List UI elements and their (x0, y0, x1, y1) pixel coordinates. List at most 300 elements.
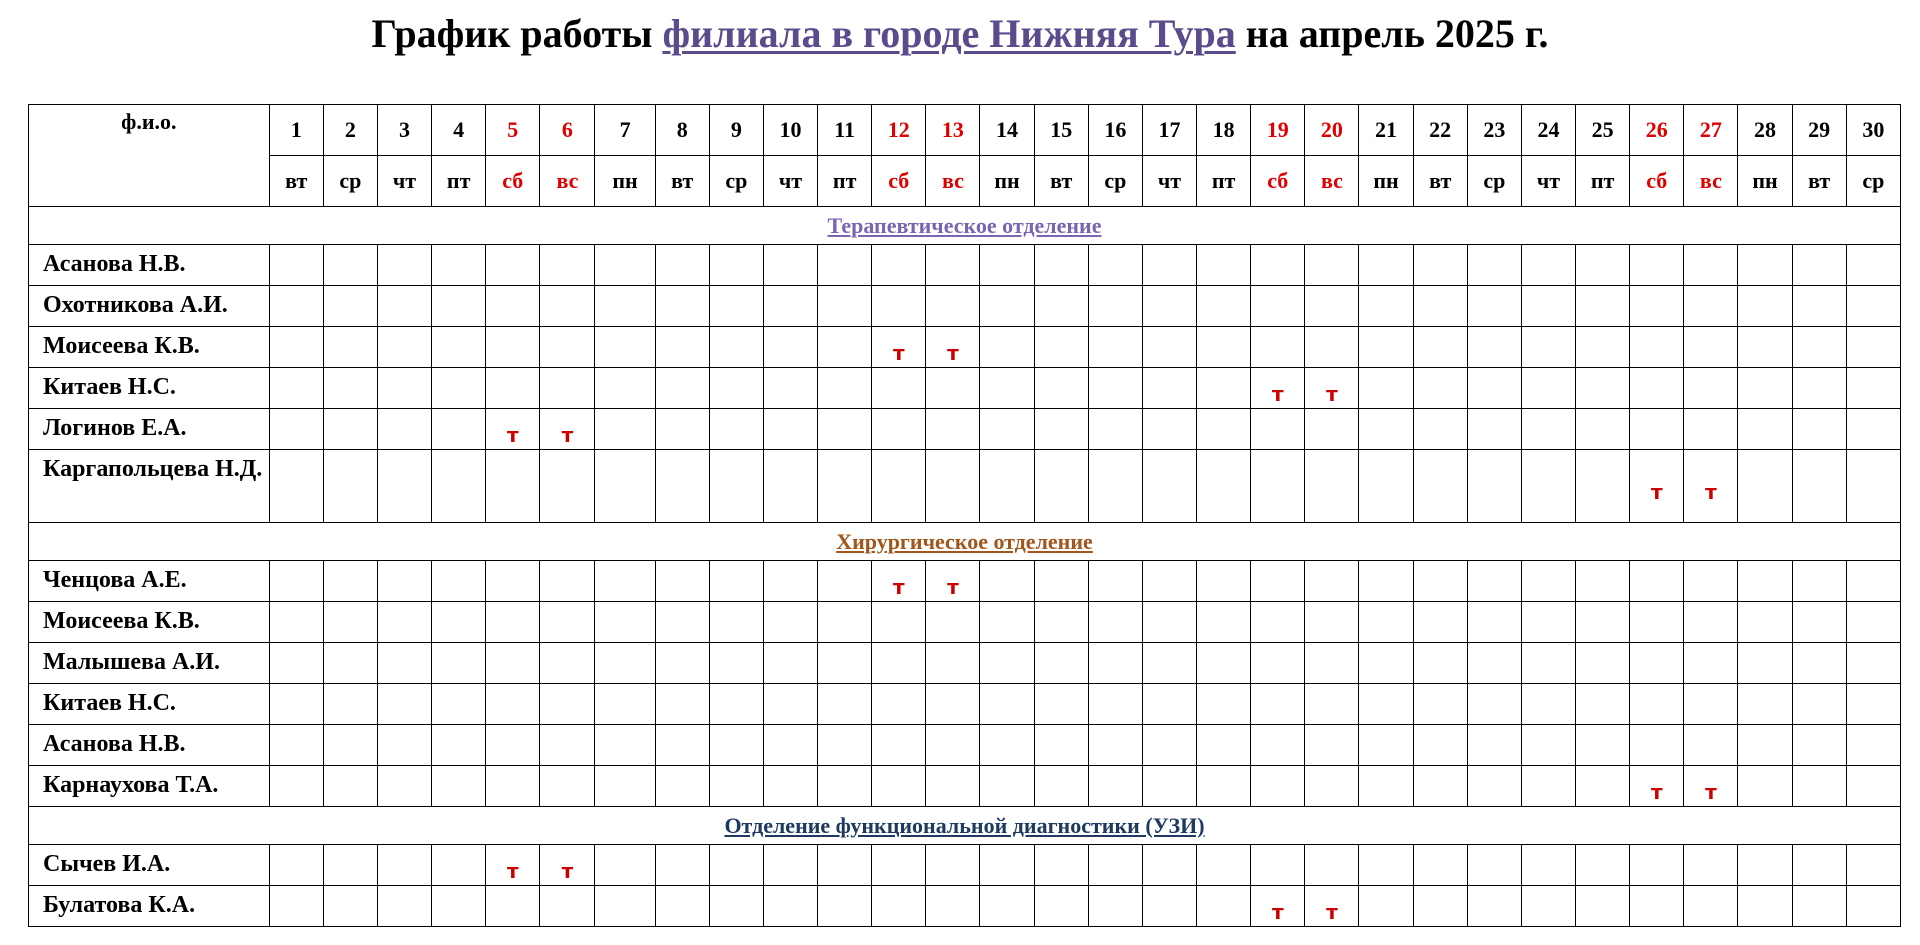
schedule-cell[interactable] (1034, 845, 1088, 886)
schedule-cell[interactable] (1034, 368, 1088, 409)
schedule-cell[interactable] (1846, 725, 1900, 766)
schedule-cell[interactable] (269, 684, 323, 725)
schedule-cell[interactable] (1738, 643, 1792, 684)
schedule-cell[interactable] (1684, 643, 1738, 684)
schedule-cell[interactable] (763, 368, 817, 409)
schedule-cell[interactable] (1034, 725, 1088, 766)
schedule-cell[interactable] (1142, 684, 1196, 725)
schedule-cell[interactable] (269, 286, 323, 327)
schedule-cell[interactable] (1792, 245, 1846, 286)
schedule-cell[interactable] (1413, 886, 1467, 927)
schedule-cell[interactable] (432, 368, 486, 409)
schedule-cell[interactable] (926, 602, 980, 643)
schedule-cell[interactable] (1413, 602, 1467, 643)
schedule-cell[interactable] (595, 286, 655, 327)
schedule-cell[interactable] (1305, 327, 1359, 368)
schedule-cell[interactable] (377, 327, 431, 368)
schedule-cell[interactable] (1142, 286, 1196, 327)
schedule-cell[interactable] (1251, 409, 1305, 450)
schedule-cell[interactable] (655, 725, 709, 766)
schedule-cell[interactable] (926, 409, 980, 450)
schedule-cell[interactable] (1684, 368, 1738, 409)
schedule-cell[interactable] (1467, 684, 1521, 725)
schedule-cell[interactable] (1251, 327, 1305, 368)
schedule-cell[interactable] (377, 286, 431, 327)
schedule-cell[interactable] (1521, 450, 1575, 523)
schedule-cell[interactable] (1034, 561, 1088, 602)
schedule-cell[interactable] (1684, 450, 1738, 523)
schedule-cell[interactable] (269, 368, 323, 409)
schedule-cell[interactable] (818, 245, 872, 286)
schedule-cell[interactable] (1088, 643, 1142, 684)
schedule-cell[interactable] (655, 602, 709, 643)
schedule-cell[interactable] (655, 450, 709, 523)
schedule-cell[interactable] (1792, 409, 1846, 450)
schedule-cell[interactable] (1359, 684, 1413, 725)
schedule-cell[interactable] (1413, 327, 1467, 368)
schedule-cell[interactable] (486, 725, 540, 766)
schedule-cell[interactable] (1521, 766, 1575, 807)
schedule-cell[interactable] (540, 766, 595, 807)
schedule-cell[interactable] (1576, 561, 1630, 602)
schedule-cell[interactable] (1413, 368, 1467, 409)
schedule-cell[interactable] (1846, 643, 1900, 684)
schedule-cell[interactable] (269, 450, 323, 523)
schedule-cell[interactable] (377, 886, 431, 927)
schedule-cell[interactable] (1142, 409, 1196, 450)
schedule-cell[interactable] (1792, 450, 1846, 523)
schedule-cell[interactable] (1738, 368, 1792, 409)
schedule-cell[interactable] (872, 643, 926, 684)
schedule-cell[interactable] (1792, 845, 1846, 886)
schedule-cell[interactable] (1142, 245, 1196, 286)
schedule-cell[interactable] (1359, 602, 1413, 643)
schedule-cell[interactable] (1359, 368, 1413, 409)
schedule-cell[interactable] (486, 245, 540, 286)
schedule-cell[interactable] (269, 725, 323, 766)
schedule-cell[interactable] (1576, 725, 1630, 766)
schedule-cell[interactable] (1738, 602, 1792, 643)
schedule-cell[interactable] (1251, 684, 1305, 725)
schedule-cell[interactable] (980, 450, 1034, 523)
schedule-cell[interactable] (269, 561, 323, 602)
schedule-cell[interactable] (763, 766, 817, 807)
schedule-cell[interactable] (818, 684, 872, 725)
schedule-cell[interactable] (1846, 327, 1900, 368)
schedule-cell[interactable] (980, 643, 1034, 684)
schedule-cell[interactable] (872, 368, 926, 409)
schedule-cell[interactable] (1305, 643, 1359, 684)
schedule-cell[interactable] (540, 561, 595, 602)
schedule-cell[interactable] (486, 684, 540, 725)
schedule-cell[interactable] (1467, 602, 1521, 643)
schedule-cell[interactable] (1792, 684, 1846, 725)
schedule-cell[interactable] (1088, 409, 1142, 450)
schedule-cell[interactable] (377, 766, 431, 807)
schedule-cell[interactable] (1034, 245, 1088, 286)
schedule-cell[interactable] (377, 643, 431, 684)
schedule-cell[interactable] (1088, 286, 1142, 327)
schedule-cell[interactable] (1738, 561, 1792, 602)
schedule-cell[interactable] (1684, 327, 1738, 368)
schedule-cell[interactable] (1521, 286, 1575, 327)
schedule-cell[interactable] (1251, 286, 1305, 327)
schedule-cell[interactable] (432, 450, 486, 523)
schedule-cell[interactable] (1521, 886, 1575, 927)
schedule-cell[interactable] (486, 886, 540, 927)
schedule-cell[interactable] (377, 561, 431, 602)
schedule-cell[interactable] (323, 766, 377, 807)
schedule-cell[interactable] (1142, 450, 1196, 523)
schedule-cell[interactable] (1684, 766, 1738, 807)
schedule-cell[interactable] (1792, 886, 1846, 927)
schedule-cell[interactable] (540, 286, 595, 327)
schedule-cell[interactable] (926, 684, 980, 725)
schedule-cell[interactable] (763, 684, 817, 725)
schedule-cell[interactable] (926, 450, 980, 523)
schedule-cell[interactable] (1630, 845, 1684, 886)
schedule-cell[interactable] (926, 286, 980, 327)
schedule-cell[interactable] (1413, 725, 1467, 766)
schedule-cell[interactable] (540, 684, 595, 725)
schedule-cell[interactable] (1142, 561, 1196, 602)
schedule-cell[interactable] (655, 368, 709, 409)
schedule-cell[interactable] (818, 886, 872, 927)
schedule-cell[interactable] (595, 886, 655, 927)
schedule-cell[interactable] (1576, 602, 1630, 643)
schedule-cell[interactable] (709, 327, 763, 368)
schedule-cell[interactable] (1576, 245, 1630, 286)
schedule-cell[interactable] (655, 286, 709, 327)
schedule-cell[interactable] (1521, 643, 1575, 684)
schedule-cell[interactable] (709, 684, 763, 725)
schedule-cell[interactable] (323, 450, 377, 523)
schedule-cell[interactable] (1684, 684, 1738, 725)
schedule-cell[interactable] (1684, 602, 1738, 643)
schedule-cell[interactable] (1630, 450, 1684, 523)
schedule-cell[interactable] (1846, 368, 1900, 409)
schedule-cell[interactable] (486, 561, 540, 602)
schedule-cell[interactable] (432, 327, 486, 368)
schedule-cell[interactable] (1305, 368, 1359, 409)
schedule-cell[interactable] (595, 245, 655, 286)
schedule-cell[interactable] (1792, 286, 1846, 327)
schedule-cell[interactable] (540, 368, 595, 409)
schedule-cell[interactable] (709, 643, 763, 684)
schedule-cell[interactable] (1197, 245, 1251, 286)
schedule-cell[interactable] (1034, 684, 1088, 725)
schedule-cell[interactable] (432, 845, 486, 886)
schedule-cell[interactable] (872, 450, 926, 523)
schedule-cell[interactable] (980, 327, 1034, 368)
schedule-cell[interactable] (1576, 286, 1630, 327)
schedule-cell[interactable] (1738, 327, 1792, 368)
schedule-cell[interactable] (1630, 684, 1684, 725)
schedule-cell[interactable] (323, 643, 377, 684)
schedule-cell[interactable] (818, 409, 872, 450)
schedule-cell[interactable] (709, 725, 763, 766)
schedule-cell[interactable] (980, 602, 1034, 643)
schedule-cell[interactable] (1792, 725, 1846, 766)
schedule-cell[interactable] (1413, 286, 1467, 327)
schedule-cell[interactable] (595, 725, 655, 766)
schedule-cell[interactable] (818, 766, 872, 807)
schedule-cell[interactable] (1467, 845, 1521, 886)
schedule-cell[interactable] (1630, 327, 1684, 368)
schedule-cell[interactable] (818, 286, 872, 327)
schedule-cell[interactable] (323, 561, 377, 602)
schedule-cell[interactable] (1521, 327, 1575, 368)
schedule-cell[interactable] (1034, 327, 1088, 368)
schedule-cell[interactable] (1197, 561, 1251, 602)
schedule-cell[interactable] (377, 602, 431, 643)
schedule-cell[interactable] (763, 886, 817, 927)
schedule-cell[interactable] (1792, 327, 1846, 368)
schedule-cell[interactable] (540, 245, 595, 286)
schedule-cell[interactable] (1738, 450, 1792, 523)
schedule-cell[interactable] (1467, 450, 1521, 523)
schedule-cell[interactable] (926, 845, 980, 886)
schedule-cell[interactable] (872, 684, 926, 725)
schedule-cell[interactable] (1576, 766, 1630, 807)
schedule-cell[interactable] (269, 886, 323, 927)
schedule-cell[interactable] (1034, 602, 1088, 643)
schedule-cell[interactable] (872, 886, 926, 927)
schedule-cell[interactable] (1413, 409, 1467, 450)
schedule-cell[interactable] (486, 286, 540, 327)
schedule-cell[interactable] (655, 327, 709, 368)
schedule-cell[interactable] (1197, 602, 1251, 643)
schedule-cell[interactable] (1197, 286, 1251, 327)
schedule-cell[interactable] (323, 327, 377, 368)
schedule-cell[interactable] (1521, 245, 1575, 286)
schedule-cell[interactable] (1034, 643, 1088, 684)
schedule-cell[interactable] (1576, 643, 1630, 684)
schedule-cell[interactable] (763, 643, 817, 684)
schedule-cell[interactable] (763, 245, 817, 286)
schedule-cell[interactable] (1305, 602, 1359, 643)
schedule-cell[interactable] (1359, 766, 1413, 807)
schedule-cell[interactable] (1738, 684, 1792, 725)
schedule-cell[interactable] (1738, 845, 1792, 886)
schedule-cell[interactable] (1576, 327, 1630, 368)
schedule-cell[interactable] (1034, 450, 1088, 523)
schedule-cell[interactable] (1846, 561, 1900, 602)
schedule-cell[interactable] (1413, 561, 1467, 602)
schedule-cell[interactable] (818, 845, 872, 886)
schedule-cell[interactable] (1142, 886, 1196, 927)
schedule-cell[interactable] (763, 602, 817, 643)
schedule-cell[interactable] (1359, 450, 1413, 523)
schedule-cell[interactable] (1684, 845, 1738, 886)
schedule-cell[interactable] (1521, 725, 1575, 766)
schedule-cell[interactable] (1305, 886, 1359, 927)
schedule-cell[interactable] (980, 409, 1034, 450)
schedule-cell[interactable] (1576, 845, 1630, 886)
schedule-cell[interactable] (709, 561, 763, 602)
schedule-cell[interactable] (1792, 602, 1846, 643)
schedule-cell[interactable] (540, 409, 595, 450)
schedule-cell[interactable] (1088, 561, 1142, 602)
schedule-cell[interactable] (486, 845, 540, 886)
schedule-cell[interactable] (1305, 684, 1359, 725)
schedule-cell[interactable] (432, 643, 486, 684)
schedule-cell[interactable] (323, 602, 377, 643)
schedule-cell[interactable] (595, 561, 655, 602)
schedule-cell[interactable] (595, 450, 655, 523)
schedule-cell[interactable] (486, 766, 540, 807)
schedule-cell[interactable] (1251, 643, 1305, 684)
schedule-cell[interactable] (926, 561, 980, 602)
schedule-cell[interactable] (872, 327, 926, 368)
schedule-cell[interactable] (1467, 327, 1521, 368)
schedule-cell[interactable] (1738, 766, 1792, 807)
schedule-cell[interactable] (1576, 684, 1630, 725)
schedule-cell[interactable] (1251, 602, 1305, 643)
schedule-cell[interactable] (540, 886, 595, 927)
schedule-cell[interactable] (655, 245, 709, 286)
schedule-cell[interactable] (377, 845, 431, 886)
schedule-cell[interactable] (432, 409, 486, 450)
schedule-cell[interactable] (1846, 684, 1900, 725)
schedule-cell[interactable] (1142, 368, 1196, 409)
schedule-cell[interactable] (872, 409, 926, 450)
schedule-cell[interactable] (872, 725, 926, 766)
schedule-cell[interactable] (323, 286, 377, 327)
schedule-cell[interactable] (872, 245, 926, 286)
schedule-cell[interactable] (818, 602, 872, 643)
schedule-cell[interactable] (1359, 886, 1413, 927)
schedule-cell[interactable] (1684, 245, 1738, 286)
schedule-cell[interactable] (540, 845, 595, 886)
schedule-cell[interactable] (980, 245, 1034, 286)
schedule-cell[interactable] (595, 684, 655, 725)
schedule-cell[interactable] (1467, 725, 1521, 766)
schedule-cell[interactable] (872, 602, 926, 643)
schedule-cell[interactable] (377, 450, 431, 523)
schedule-cell[interactable] (1197, 409, 1251, 450)
schedule-cell[interactable] (1251, 450, 1305, 523)
schedule-cell[interactable] (1088, 845, 1142, 886)
schedule-cell[interactable] (1630, 368, 1684, 409)
schedule-cell[interactable] (1305, 450, 1359, 523)
schedule-cell[interactable] (1413, 684, 1467, 725)
schedule-cell[interactable] (595, 602, 655, 643)
schedule-cell[interactable] (1846, 286, 1900, 327)
schedule-cell[interactable] (1142, 602, 1196, 643)
schedule-cell[interactable] (655, 409, 709, 450)
schedule-cell[interactable] (1197, 886, 1251, 927)
schedule-cell[interactable] (926, 886, 980, 927)
schedule-cell[interactable] (1792, 368, 1846, 409)
schedule-cell[interactable] (1684, 286, 1738, 327)
schedule-cell[interactable] (269, 327, 323, 368)
schedule-cell[interactable] (1521, 845, 1575, 886)
schedule-cell[interactable] (655, 561, 709, 602)
schedule-cell[interactable] (1521, 684, 1575, 725)
schedule-cell[interactable] (269, 602, 323, 643)
schedule-cell[interactable] (1034, 886, 1088, 927)
schedule-cell[interactable] (1197, 368, 1251, 409)
schedule-cell[interactable] (980, 886, 1034, 927)
schedule-cell[interactable] (1359, 286, 1413, 327)
schedule-cell[interactable] (980, 684, 1034, 725)
schedule-cell[interactable] (432, 684, 486, 725)
schedule-cell[interactable] (1088, 245, 1142, 286)
schedule-cell[interactable] (1467, 886, 1521, 927)
schedule-cell[interactable] (980, 845, 1034, 886)
schedule-cell[interactable] (595, 327, 655, 368)
schedule-cell[interactable] (763, 327, 817, 368)
schedule-cell[interactable] (872, 766, 926, 807)
schedule-cell[interactable] (432, 886, 486, 927)
schedule-cell[interactable] (1251, 725, 1305, 766)
schedule-cell[interactable] (1738, 725, 1792, 766)
schedule-cell[interactable] (323, 368, 377, 409)
schedule-cell[interactable] (818, 368, 872, 409)
schedule-cell[interactable] (655, 845, 709, 886)
schedule-cell[interactable] (709, 766, 763, 807)
schedule-cell[interactable] (432, 245, 486, 286)
schedule-cell[interactable] (1846, 409, 1900, 450)
schedule-cell[interactable] (926, 766, 980, 807)
schedule-cell[interactable] (1251, 886, 1305, 927)
schedule-cell[interactable] (818, 725, 872, 766)
schedule-cell[interactable] (1630, 561, 1684, 602)
schedule-cell[interactable] (763, 409, 817, 450)
schedule-cell[interactable] (1630, 245, 1684, 286)
schedule-cell[interactable] (1251, 561, 1305, 602)
schedule-cell[interactable] (323, 245, 377, 286)
schedule-cell[interactable] (1359, 643, 1413, 684)
schedule-cell[interactable] (980, 286, 1034, 327)
branch-link[interactable]: филиала в городе Нижняя Тура (662, 11, 1236, 56)
schedule-cell[interactable] (595, 368, 655, 409)
schedule-cell[interactable] (1088, 886, 1142, 927)
schedule-cell[interactable] (872, 845, 926, 886)
schedule-cell[interactable] (926, 327, 980, 368)
schedule-cell[interactable] (1359, 725, 1413, 766)
schedule-cell[interactable] (323, 684, 377, 725)
schedule-cell[interactable] (655, 684, 709, 725)
schedule-cell[interactable] (269, 845, 323, 886)
schedule-cell[interactable] (323, 886, 377, 927)
schedule-cell[interactable] (980, 725, 1034, 766)
schedule-cell[interactable] (763, 725, 817, 766)
schedule-cell[interactable] (1197, 450, 1251, 523)
schedule-cell[interactable] (486, 450, 540, 523)
schedule-cell[interactable] (1251, 245, 1305, 286)
schedule-cell[interactable] (432, 561, 486, 602)
schedule-cell[interactable] (1034, 766, 1088, 807)
schedule-cell[interactable] (1521, 561, 1575, 602)
schedule-cell[interactable] (377, 684, 431, 725)
schedule-cell[interactable] (763, 286, 817, 327)
schedule-cell[interactable] (655, 886, 709, 927)
schedule-cell[interactable] (1467, 643, 1521, 684)
schedule-cell[interactable] (1305, 245, 1359, 286)
schedule-cell[interactable] (1792, 643, 1846, 684)
schedule-cell[interactable] (1467, 409, 1521, 450)
schedule-cell[interactable] (709, 245, 763, 286)
schedule-cell[interactable] (1467, 766, 1521, 807)
schedule-cell[interactable] (432, 725, 486, 766)
schedule-cell[interactable] (377, 725, 431, 766)
schedule-cell[interactable] (1792, 766, 1846, 807)
schedule-cell[interactable] (926, 725, 980, 766)
schedule-cell[interactable] (1630, 643, 1684, 684)
schedule-cell[interactable] (1576, 368, 1630, 409)
